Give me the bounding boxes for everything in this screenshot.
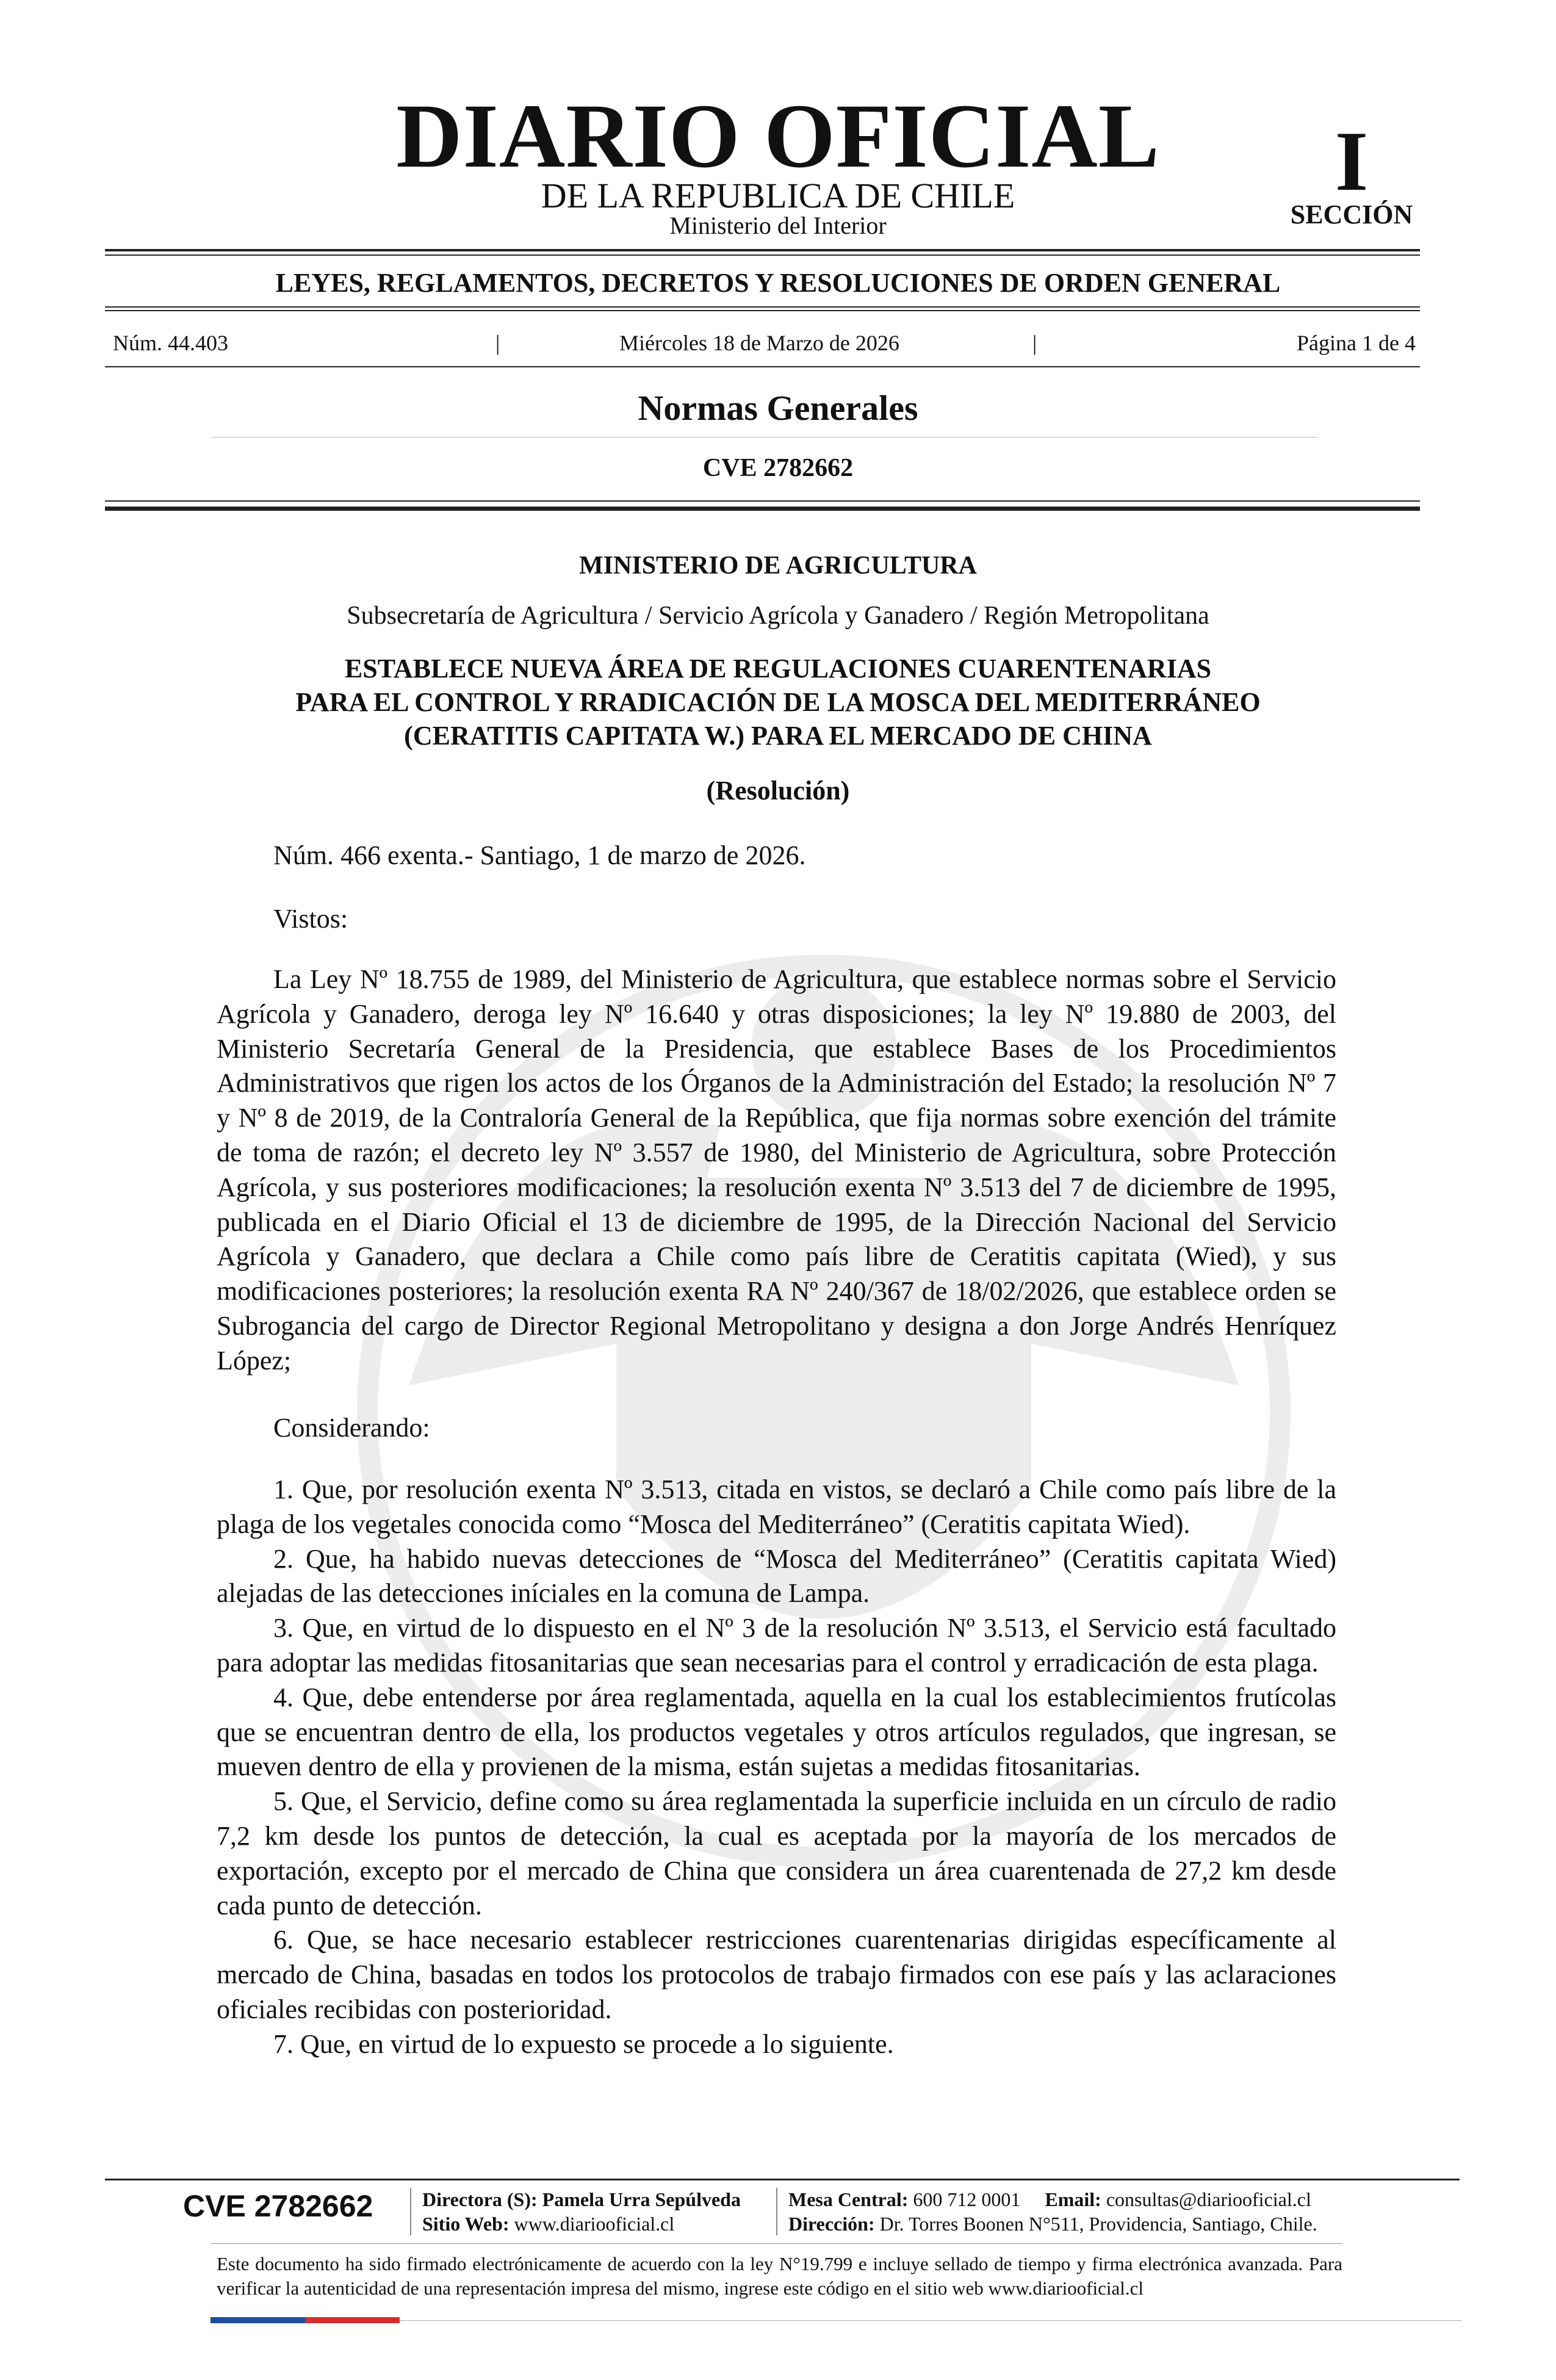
considerando-item: 6. Que, se hace necesario establecer restricciones cuarentenarias dirigidas específicamente al mercado de China, basadas en todos los protocolos de trabajo firmados con ese país y las aclaraciones oficiales recibidas con posterioridad. (217, 1925, 1336, 2024)
newspaper-title: DIARIO OFICIAL (396, 85, 1160, 187)
director-label: Directora (S): (422, 2188, 538, 2210)
document-title-line: ESTABLECE NUEVA ÁREA DE REGULACIONES CUARENTENARIAS (344, 654, 1212, 683)
section-title: Normas Generales (638, 388, 918, 428)
considerando-item: 7. Que, en virtud de lo expuesto se procede a lo siguiente. (273, 2028, 894, 2059)
section-title-underline (211, 437, 1318, 438)
masthead-rule-thick (105, 249, 1420, 251)
flag-bar-red (305, 2317, 400, 2323)
issue-page: Página 1 de 4 (1297, 331, 1416, 355)
footer-divider (776, 2188, 777, 2235)
email-link[interactable]: consultas@diariooficial.cl (1106, 2188, 1311, 2210)
issue-separator: | (1032, 331, 1037, 355)
vistos-paragraph (217, 962, 1336, 1379)
document-ministry: MINISTERIO DE AGRICULTURA (579, 552, 977, 580)
issue-separator: | (495, 331, 500, 355)
footer-director-block (422, 2187, 741, 2236)
address-value: Dr. Torres Boonen N°511, Providencia, Santiago, Chile. (879, 2213, 1317, 2235)
resolution-number: Núm. 466 exenta.- Santiago, 1 de marzo de 2026. (273, 840, 806, 870)
phone-value: 600 712 0001 (913, 2188, 1021, 2210)
newspaper-subtitle: DE LA REPUBLICA DE CHILE (541, 176, 1015, 215)
footer-rule-bottom (400, 2320, 1461, 2321)
email-label: Email: (1045, 2188, 1101, 2210)
web-link[interactable]: www.diariooficial.cl (514, 2213, 675, 2235)
document-subsecretaria: Subsecretaría de Agricultura / Servicio Agrícola y Ganadero / Región Metropolitana (347, 602, 1209, 630)
document-title-line: (CERATITIS CAPITATA W.) PARA EL MERCADO DE CHINA (404, 721, 1152, 751)
document-type: (Resolución) (706, 776, 850, 806)
document-title-line: PARA EL CONTROL Y RRADICACIÓN DE LA MOSCA DEL MEDITERRÁNEO (295, 687, 1261, 717)
address-label: Dirección: (788, 2213, 875, 2235)
masthead-rule-thin (105, 254, 1420, 256)
cve-code: CVE 2782662 (702, 454, 854, 482)
footer-contact-block (788, 2187, 1317, 2236)
considerandos-list (217, 1473, 1336, 2062)
considerando-item: 4. Que, debe entenderse por área reglamentada, aquella en la cual los establecimientos frutícolas que se encuentran dentro de ella, los productos vegetales y otros artículos regulados, que ingresan, se mueven dentro de ella y provienen de la misma, están sujetas a medidas fitosanitarias. (217, 1682, 1336, 1782)
newspaper-ministry: Ministerio del Interior (669, 212, 887, 239)
document-title (183, 652, 1373, 752)
vistos-label: Vistos: (273, 904, 348, 934)
phone-label: Mesa Central: (788, 2188, 909, 2210)
footer-cve: CVE 2782662 (183, 2189, 373, 2223)
considerando-label: Considerando: (273, 1413, 430, 1443)
considerando-item: 5. Que, el Servicio, define como su área reglamentada la superficie incluida en un círculo de radio 7,2 km desde los puntos de detección, la cual es aceptada por la mayoría de los mercados de exportación, excepto por el mercado de China que considera un área cuarentenada de 27,2 km desde cada punto de detección. (217, 1786, 1336, 1920)
vistos-text: La Ley Nº 18.755 de 1989, del Ministerio de Agricultura, que establece normas sobre el Servicio Agrícola y Ganadero, deroga ley Nº 16.640 y otras disposiciones; la ley Nº 19.880 de 2003, del Ministerio Secretaría General de la Presidencia, que establece Bases de los Procedimientos Administrativos que rigen los actos de los Órganos de la Administración del Estado; la resolución Nº 7 y Nº 8 de 2019, de la Contraloría General de la República, que fija normas sobre exención del trámite de toma de razón; el decreto ley Nº 3.557 de 1980, del Ministerio de Agricultura, sobre Protección Agrícola, y sus posteriores modificaciones; la resolución exenta Nº 3.513 del 7 de diciembre de 1995, publicada en el Diario Oficial el 13 de diciembre de 1995, de la Dirección Nacional del Servicio Agrícola y Ganadero, que declara a Chile como país libre de Ceratitis capitata (Wied), y sus modificaciones posteriores; la resolución exenta RA Nº 240/367 de 18/02/2026, que establece orden se Subrogancia del cargo de Director Regional Metropolitano y designa a don Jorge Andrés Henríquez López; (217, 964, 1336, 1376)
considerando-item: 3. Que, en virtud de lo dispuesto en el Nº 3 de la resolución Nº 3.513, el Servicio está facultado para adoptar las medidas fitosanitarias que sean necesarias para el control y erradicación de esta plaga. (217, 1613, 1336, 1678)
footer-rule-mid (211, 2243, 1342, 2244)
flag-bar-blue (211, 2317, 305, 2323)
considerando-item: 2. Que, ha habido nuevas detecciones de “Mosca del Mediterráneo” (Ceratitis capitata Wied) alejadas de las detecciones iníciales en la comuna de Lampa. (217, 1543, 1336, 1609)
category-rule-top (105, 306, 1420, 308)
cve-rule-thin (105, 500, 1420, 502)
meta-rule (105, 366, 1420, 367)
issue-number: Núm. 44.403 (113, 331, 228, 355)
cve-rule-thick (105, 507, 1420, 511)
category-heading: LEYES, REGLAMENTOS, DECRETOS Y RESOLUCIONES DE ORDEN GENERAL (275, 268, 1281, 298)
footer-legal-notice: Este documento ha sido firmado electrónicamente de acuerdo con la ley N°19.799 e incluye sellado de tiempo y firma electrónica avanzada. Para verificar la autenticidad de una representación impresa del mismo, ingrese este código en el sitio web www.diariooficial.cl (217, 2253, 1342, 2299)
footer-divider (410, 2188, 411, 2235)
category-rule-bottom (105, 310, 1420, 311)
web-label: Sitio Web: (422, 2213, 510, 2235)
section-label: SECCIÓN (1290, 200, 1413, 229)
section-number: I (1334, 114, 1369, 209)
director-name: Pamela Urra Sepúlveda (542, 2188, 741, 2210)
issue-date: Miércoles 18 de Marzo de 2026 (619, 331, 899, 355)
footer-rule-top (105, 2179, 1460, 2180)
considerando-item: 1. Que, por resolución exenta Nº 3.513, citada en vistos, se declaró a Chile como país libre de la plaga de los vegetales conocida como “Mosca del Mediterráneo” (Ceratitis capitata Wied). (217, 1474, 1336, 1539)
